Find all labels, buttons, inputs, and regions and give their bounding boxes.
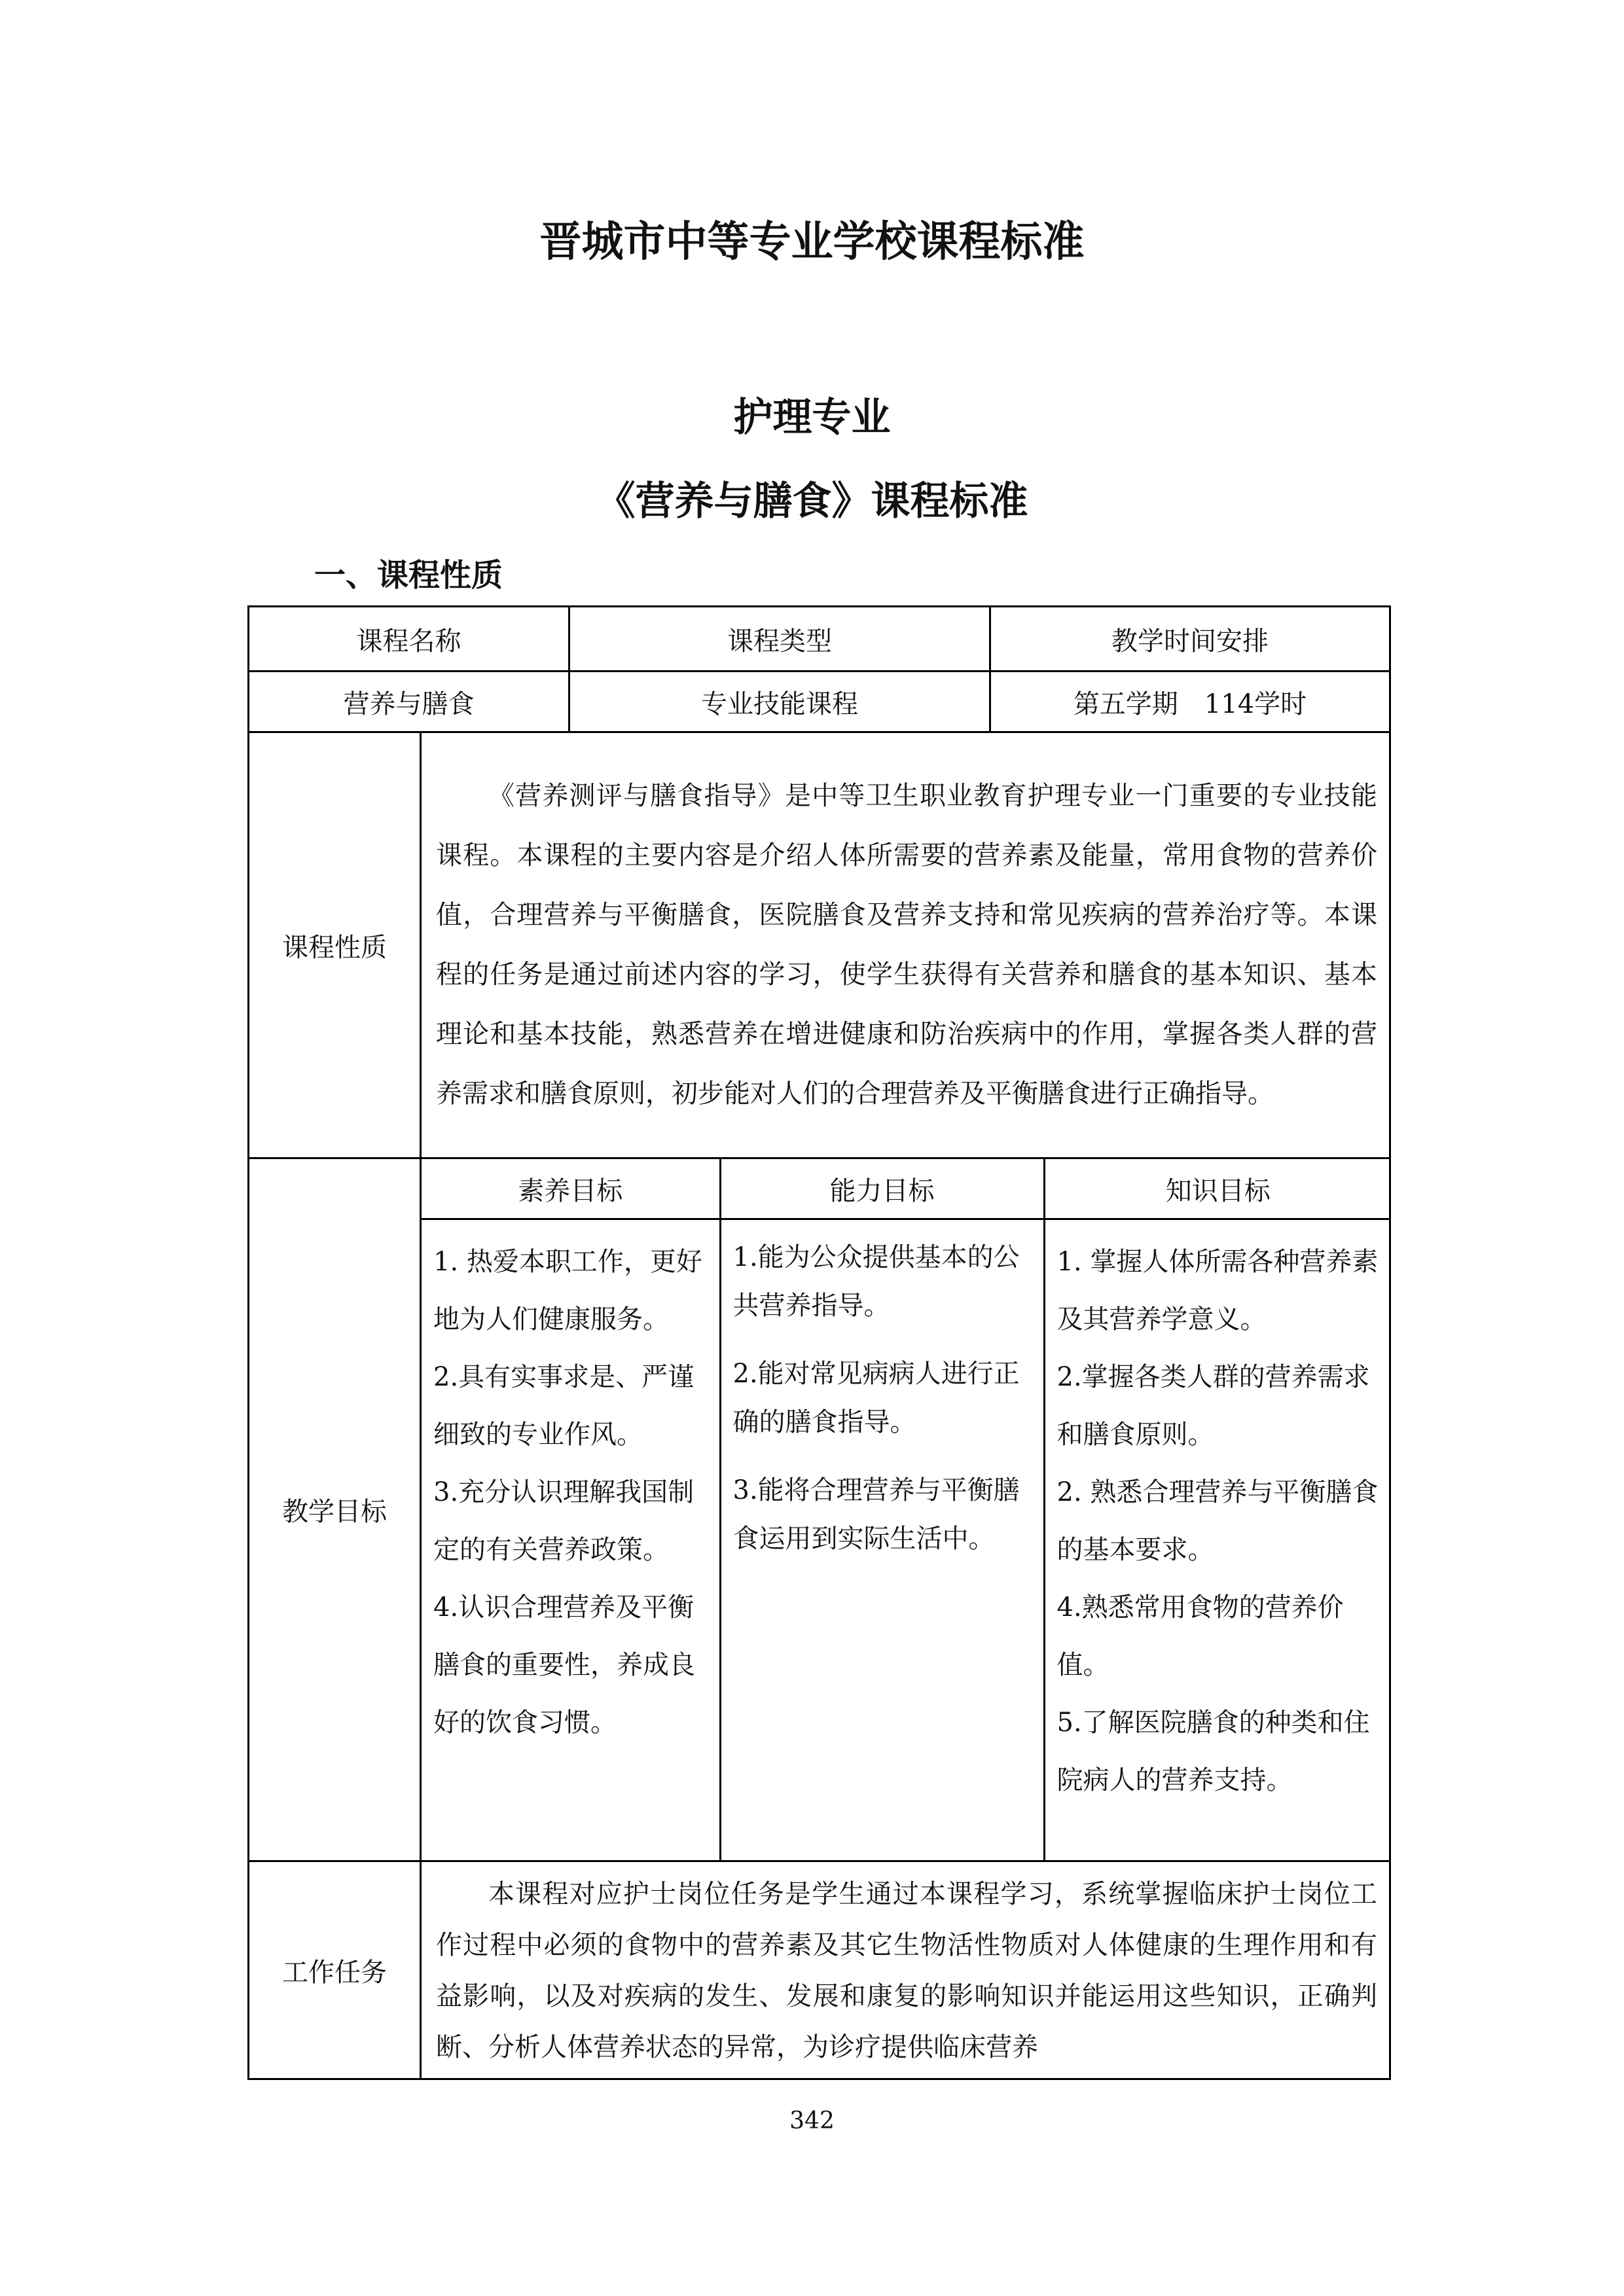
- knowledge-goal-item: 5.了解医院膳食的种类和住院病人的营养支持。: [1056, 1708, 1370, 1795]
- knowledge-goal-item: 4.熟悉常用食物的营养价值。: [1056, 1592, 1344, 1680]
- document-title: 晋城市中等专业学校课程标准: [539, 218, 1085, 266]
- table-header-row: [249, 607, 1390, 672]
- task-text: 本课程对应护士岗位任务是学生通过本课程学习，系统掌握临床护士岗位工作过程中必须的食物中的营养素及其它生物活性物质对人体健康的生理作用和有益影响，以及对疾病的发生、发展和康复的影响知识并能运用这些知识，正确判断、分析人体营养状态的异常，为诊疗提供临床营养: [421, 1861, 1390, 2079]
- knowledge-goal-item: 2.掌握各类人群的营养需求和膳食原则。: [1056, 1362, 1370, 1450]
- goals-label: 教学目标: [249, 1158, 421, 1861]
- knowledge-goal-item: 1. 掌握人体所需各种营养素及其营养学意义。: [1056, 1247, 1379, 1335]
- course-table: [247, 605, 1391, 2080]
- schedule-value: 第五学期 114学时: [990, 672, 1390, 732]
- literacy-goal-item: 4.认识合理营养及平衡膳食的重要性，养成良好的饮食习惯。: [433, 1592, 695, 1738]
- goal-header-literacy: 素养目标: [422, 1159, 720, 1219]
- header-course-name: 课程名称: [249, 607, 569, 672]
- literacy-goal-item: 3.充分认识理解我国制定的有关营养政策。: [433, 1477, 695, 1565]
- header-course-type: 课程类型: [569, 607, 990, 672]
- goal-header-knowledge: 知识目标: [1044, 1159, 1391, 1219]
- literacy-goals: [422, 1219, 720, 1861]
- course-title: 《营养与膳食》课程标准: [596, 478, 1028, 524]
- goals-table: [422, 1159, 1391, 1860]
- ability-goals: [720, 1219, 1044, 1861]
- nature-label: 课程性质: [249, 732, 421, 1158]
- major-title: 护理专业: [733, 395, 891, 440]
- table-info-row: [249, 672, 1390, 732]
- task-row: [249, 1861, 1390, 2079]
- goals-header-row: [422, 1159, 1391, 1219]
- nature-row: [249, 732, 1390, 1158]
- course-name-value: 营养与膳食: [249, 672, 569, 732]
- goals-row: [249, 1158, 1390, 1861]
- task-label: 工作任务: [249, 1861, 421, 2079]
- goal-header-ability: 能力目标: [720, 1159, 1044, 1219]
- course-type-value: 专业技能课程: [569, 672, 990, 732]
- literacy-goal-item: 2.具有实事求是、严谨细致的专业作风。: [433, 1362, 695, 1450]
- ability-goal-item: 1.能为公众提供基本的公共营养指导。: [732, 1242, 1020, 1321]
- ability-goal-item: 2.能对常见病病人进行正确的膳食指导。: [732, 1359, 1020, 1437]
- section-heading: 一、课程性质: [314, 557, 503, 594]
- knowledge-goals: [1044, 1219, 1391, 1861]
- page-number: 342: [789, 2108, 835, 2134]
- header-schedule: 教学时间安排: [990, 607, 1390, 672]
- ability-goal-item: 3.能将合理营养与平衡膳食运用到实际生活中。: [732, 1475, 1020, 1554]
- nature-text: 《营养测评与膳食指导》是中等卫生职业教育护理专业一门重要的专业技能课程。本课程的主要内容是介绍人体所需要的营养素及能量，常用食物的营养价值，合理营养与平衡膳食，医院膳食及营养支持和常见疾病的营养治疗等。本课程的任务是通过前述内容的学习，使学生获得有关营养和膳食的基本知识、基本理论和基本技能，熟悉营养在增进健康和防治疾病中的作用，掌握各类人群的营养需求和膳食原则，初步能对人们的合理营养及平衡膳食进行正确指导。: [421, 732, 1390, 1158]
- knowledge-goal-item: 2. 熟悉合理营养与平衡膳食的基本要求。: [1056, 1477, 1379, 1565]
- goals-content-row: [422, 1219, 1391, 1861]
- literacy-goal-item: 1. 热爱本职工作，更好地为人们健康服务。: [433, 1247, 702, 1335]
- goals-cell: [421, 1158, 1390, 1861]
